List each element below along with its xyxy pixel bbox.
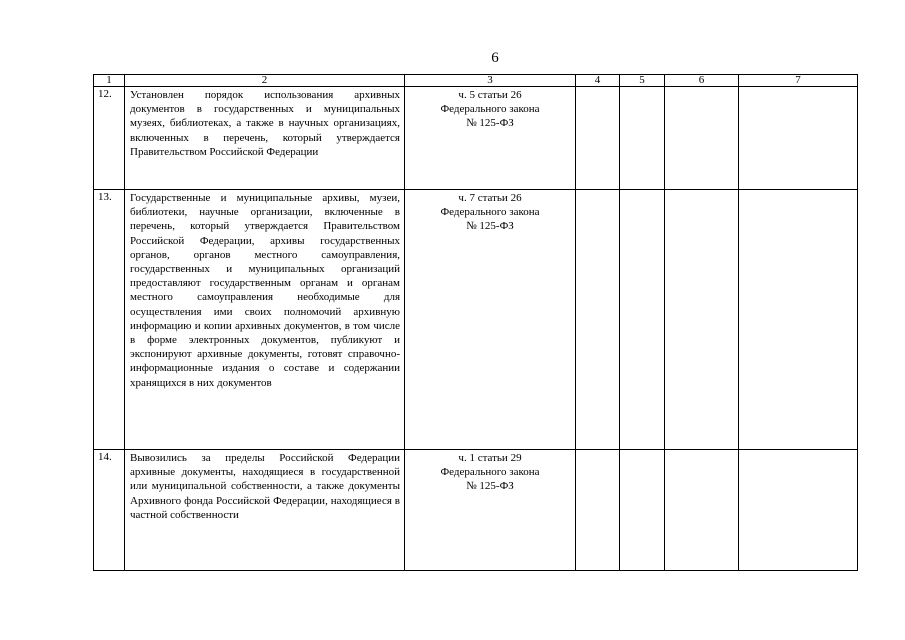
requirement-text: Государственные и муниципальные архивы, музеи, библиотеки, научные организации, включенные в перечень, который утверждается Правительством Российской Федерации, архивы государственных органов, органов местного самоуправления, государственных и муниципальных организаций предоставляют государственным органам и органам местного самоуправления необходимые для осуществления ими своих полномочий архивную информацию и копии архивных документов, в том числе в форме электронных документов, публикуют и экспонируют архивные документы, готовят справочно-информационные издания о составе и содержании хранящихся в них документов — [125, 190, 405, 450]
table-header-row — [94, 75, 858, 87]
column-header: 5 — [620, 75, 665, 87]
empty-cell — [739, 87, 858, 190]
legal-reference — [405, 190, 576, 450]
empty-cell — [665, 190, 739, 450]
column-header: 4 — [576, 75, 620, 87]
reference-line: Федерального закона — [440, 206, 540, 219]
empty-cell — [665, 450, 739, 571]
empty-cell — [665, 87, 739, 190]
column-header: 7 — [739, 75, 858, 87]
column-header: 3 — [405, 75, 576, 87]
empty-cell — [620, 87, 665, 190]
reference-line: № 125-ФЗ — [466, 117, 514, 130]
requirement-text: Установлен порядок использования архивных документов в государственных и муниципальных музеях, библиотеках, а также в научных организациях, включенных в перечень, который утверждается Правительством Российской Федерации — [125, 87, 405, 190]
empty-cell — [739, 450, 858, 571]
empty-cell — [620, 450, 665, 571]
empty-cell — [576, 190, 620, 450]
page-number: 6 — [491, 50, 499, 66]
table-row — [94, 190, 858, 450]
reference-line: ч. 1 статьи 29 — [458, 452, 522, 464]
column-header: 1 — [94, 75, 125, 87]
row-number: 14. — [94, 450, 125, 571]
requirement-text: Вывозились за пределы Российской Федерации архивные документы, находящиеся в государственной или муниципальной собственности, а также документы Архивного фонда Российской Федерации, находящиеся в частной собственности — [125, 450, 405, 571]
reference-line: № 125-ФЗ — [466, 480, 514, 493]
empty-cell — [576, 450, 620, 571]
empty-cell — [620, 190, 665, 450]
row-number: 12. — [94, 87, 125, 190]
legal-reference — [405, 450, 576, 571]
requirements-table — [93, 74, 858, 571]
reference-line: ч. 7 статьи 26 — [458, 192, 522, 204]
reference-line: Федерального закона — [440, 466, 540, 479]
column-header: 2 — [125, 75, 405, 87]
empty-cell — [576, 87, 620, 190]
row-number: 13. — [94, 190, 125, 450]
table-row — [94, 450, 858, 571]
legal-reference — [405, 87, 576, 190]
table-row — [94, 87, 858, 190]
reference-line: № 125-ФЗ — [466, 220, 514, 233]
reference-line: Федерального закона — [440, 103, 540, 116]
reference-line: ч. 5 статьи 26 — [458, 89, 522, 101]
column-header: 6 — [665, 75, 739, 87]
empty-cell — [739, 190, 858, 450]
